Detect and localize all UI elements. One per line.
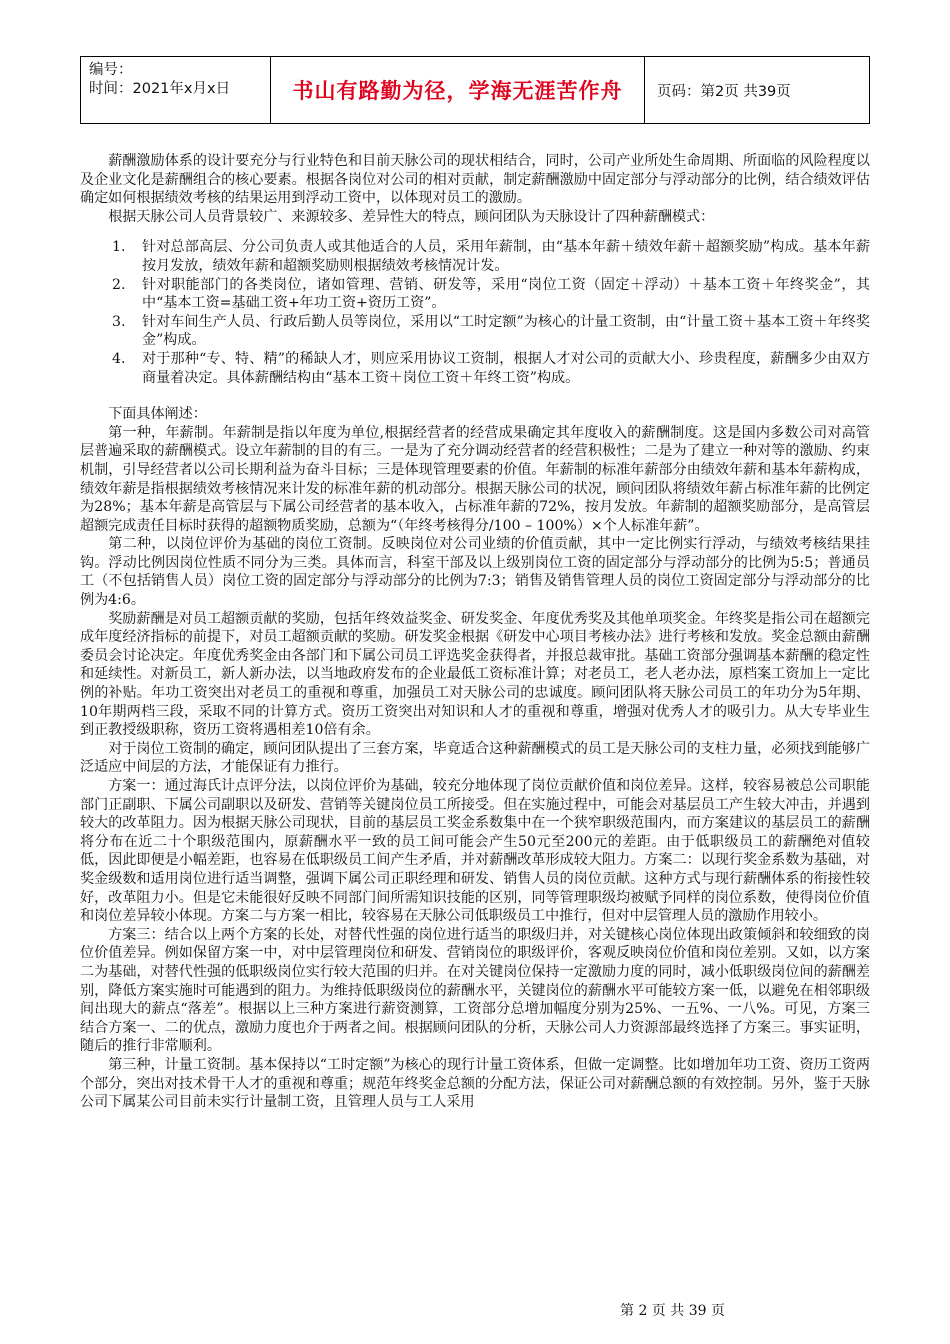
intro-paragraph: 根据天脉公司人员背景较广、来源较多、差异性大的特点，顾问团队为天脉设计了四种薪酬模式： [108,208,715,225]
list-item [80,276,870,313]
document-number-label: 编号： [89,62,133,78]
intro-paragraph: 薪酬激励体系的设计要充分与行业特色和目前天脉公司的现状相结合，同时，公司产业所处生命周期、所面临的风险程度以及企业文化是薪酬组合的核心要素。根据各岗位对公司的相对贡献，制定薪酬激励中固定部分与浮动部分的比例，结合绩效评估确定如何根据绩效考核的结果运用到浮动工资中，以体现对员工的激励。 [80,153,870,207]
list-item [80,350,870,387]
list-item [80,313,870,350]
list-item-number: 4. [112,350,126,367]
list-item-text: 针对总部高层、分公司负责人或其他适合的人员，采用年薪制，由“基本年薪＋绩效年薪＋超额奖励”构成。基本年薪按月发放，绩效年薪和超额奖励则根据绩效考核情况计发。 [142,239,870,274]
page-footer: 第 2 页 共 39 页 [620,1303,725,1319]
body-paragraph: 方案一：通过海氏计点评分法，以岗位评价为基础，较充分地体现了岗位贡献价值和岗位差异。这样，较容易被总公司职能部门正副职、下属公司副职以及研发、营销等关键岗位员工所接受。但在实施过程中，可能会对基层员工产生较大冲击，并遇到较大的改革阻力。因为根据天脉公司现状，目前的基层员工奖金系数集中在一个狭窄职级范围内，而方案建议的基层员工的薪酬将分布在近二十个职级范围内，原薪酬水平一致的员工间可能会产生50元至200元的差距。由于低职级员工的薪酬绝对值较低，因此即便是小幅差距，也容易在低职级员工间产生矛盾，并对薪酬改革形成较大阻力。方案二：以现行奖金系数为基础，对奖金级数和适用岗位进行适当调整，强调下属公司正职经理和研发、销售人员的岗位贡献。这种方式与现行薪酬体系的衔接性较好，改革阻力小。但是它未能很好反映不同部门间所需知识技能的区别，同等管理职级均被赋予同样的岗位系数，使得岗位价值和岗位差异较小体现。方案二与方案一相比，较容易在天脉公司低职级员工中推行，但对中层管理人员的激励作用较小。 [80,778,870,925]
list-item-text: 针对车间生产人员、行政后勤人员等岗位，采用以“工时定额”为核心的计量工资制，由“计量工资＋基本工资＋年终奖金”构成。 [142,313,870,349]
page-header [80,56,870,124]
document-date: 时间：2021年x月x日 [89,81,231,97]
body-paragraph: 下面具体阐述： [108,406,207,423]
salary-mode-list [80,238,870,387]
body-paragraph: 第二种，以岗位评价为基础的岗位工资制。反映岗位对公司业绩的价值贡献，其中一定比例实行浮动，与绩效考核结果挂钩。浮动比例因岗位性质不同分为三类。具体而言，科室干部及以上级别岗位工资的固定部分与浮动部分的比例为5:5；普通员工（不包括销售人员）岗位工资的固定部分与浮动部分的比例为7:3；销售及销售管理人员的岗位工资固定部分与浮动部分的比例为4:6。 [80,536,870,609]
list-item [80,238,870,275]
header-motto: 书山有路勤为径，学海无涯苦作舟 [271,57,645,123]
list-item-text: 针对职能部门的各类岗位，诸如管理、营销、研发等，采用“岗位工资（固定＋浮动）＋基本工资＋年终奖金”，其中“基本工资=基础工资+年功工资+资历工资”。 [142,276,870,312]
body-paragraph: 方案三：结合以上两个方案的长处，对替代性强的岗位进行适当的职级归并，对关键核心岗位体现出政策倾斜和较细致的岗位价值差异。例如保留方案一中，对中层管理岗位和研发、营销岗位的职级评价，客观反映岗位价值和岗位差别。又如，以方案二为基础，对替代性强的低职级岗位实行较大范围的归并。在对关键岗位保持一定激励力度的同时，减小低职级岗位间的薪酬差别，降低方案实施时可能遇到的阻力。为维持低职级岗位的薪酬水平，关键岗位的薪酬水平可能较方案一低，以避免在相邻职级间出现大的薪点“落差”。根据以上三种方案进行薪资测算，工资部分总增加幅度分别为25%、一五%、一八%。可见，方案三结合方案一、二的优点，激励力度也介于两者之间。根据顾问团队的分析，天脉公司人力资源部最终选择了方案三。事实证明，随后的推行非常顺利。 [80,926,870,1055]
body-paragraph: 第一种，年薪制。年薪制是指以年度为单位,根据经营者的经营成果确定其年度收入的薪酬制度。这是国内多数公司对高管层普遍采取的薪酬模式。设立年薪制的目的有三。一是为了充分调动经营者的经营积极性；二是为了建立一种对等的激励、约束机制，引导经营者以公司长期利益为奋斗目标；三是体现管理要素的价值。年薪制的标准年薪部分由绩效年薪和基本年薪构成，绩效年薪是指根据绩效考核情况来计发的标准年薪的机动部分。根据天脉公司的状况，顾问团队将绩效年薪占标准年薪的比例定为28%；基本年薪是高管层与下属公司经营者的基本收入，占标准年薪的72%，按月发放。年薪制的超额奖励部分，是高管层超额完成责任目标时获得的超额物质奖励，总额为“（年终考核得分/100 – 100%）×个人标准年薪”。 [80,424,870,534]
list-item-number: 1. [112,239,126,256]
header-page-info: 页码：第2页 共39页 [657,83,791,100]
list-item-number: 2. [112,276,126,293]
document-body [80,152,870,1112]
header-meta [81,57,271,123]
body-paragraph: 对于岗位工资制的确定，顾问团队提出了三套方案，毕竟适合这种薪酬模式的员工是天脉公司的支柱力量，必须找到能够广泛适应中间层的方法，才能保证有力推行。 [80,740,870,776]
body-paragraph: 第三种，计量工资制。基本保持以“工时定额”为核心的现行计量工资体系，但做一定调整。比如增加年功工资、资历工资两个部分，突出对技术骨干人才的重视和尊重；规范年终奖金总额的分配方法，保证公司对薪酬总额的有效控制。另外，鉴于天脉公司下属某公司目前未实行计量制工资，且管理人员与工人采用 [80,1056,870,1111]
list-item-number: 3. [112,313,126,330]
body-paragraph: 奖励薪酬是对员工超额贡献的奖励，包括年终效益奖金、研发奖金、年度优秀奖及其他单项奖金。年终奖是指公司在超额完成年度经济指标的前提下，对员工超额贡献的奖励。研发奖金根据《研发中心项目考核办法》进行考核和发放。奖金总额由薪酬委员会讨论决定。年度优秀奖金由各部门和下属公司员工评选奖金获得者，并报总裁审批。基础工资部分强调基本薪酬的稳定性和延续性。对新员工，新人新办法，以当地政府发布的企业最低工资标准计算；对老员工，老人老办法，原档案工资加上一定比例的补贴。年功工资突出对老员工的重视和尊重，加强员工对天脉公司的忠诚度。顾问团队将天脉公司员工的年功分为5年期、10年期两档三段，采取不同的计算方式。资历工资突出对知识和人才的重视和尊重，增强对优秀人才的吸引力。从大专毕业生到正教授级职称，资历工资将遇相差10倍有余。 [80,610,870,739]
list-item-text: 对于那种“专、特、精”的稀缺人才，则应采用协议工资制，根据人才对公司的贡献大小、珍贵程度，薪酬多少由双方商量着决定。具体薪酬结构由“基本工资＋岗位工资＋年终工资”构成。 [142,350,870,386]
